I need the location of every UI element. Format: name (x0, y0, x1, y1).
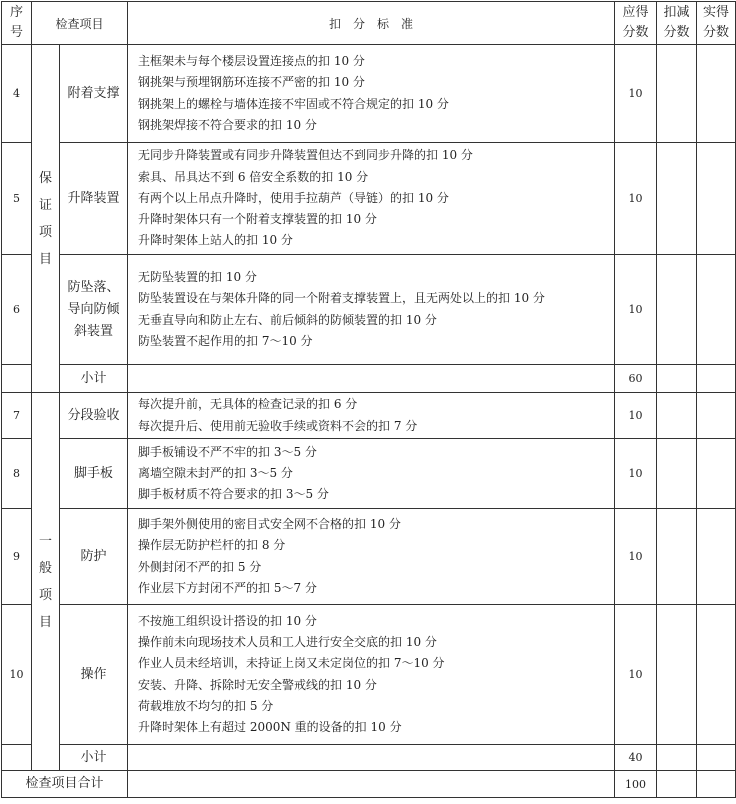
table-row (2, 45, 736, 143)
row-item: 脚手板 (60, 439, 128, 509)
total-label: 检查项目合计 (2, 771, 128, 798)
row-seq: 7 (2, 393, 32, 439)
row-item: 升降装置 (60, 143, 128, 255)
header-actual: 实得 分数 (697, 2, 736, 45)
row-item: 防护 (60, 509, 128, 605)
row-standard: 不按施工组织设计搭设的扣 10 分 操作前未向现场技术人员和工人进行安全交底的扣 10 分 作业人员未经培训，未持证上岗又未定岗位的扣 7～10 分 安装、升降、拆除时无安全警戒线的扣 10 分 荷载堆放不均匀的扣 5 分 升降时架体上有超过 2000N 重的设备的扣 10 分 (128, 605, 615, 745)
subtotal-row (2, 745, 736, 771)
row-seq (2, 745, 32, 771)
row-seq: 9 (2, 509, 32, 605)
header-standard: 扣 分 标 准 (128, 2, 615, 45)
row-deduct-score (657, 745, 697, 771)
subtotal-row (2, 365, 736, 393)
row-deduct-score (657, 255, 697, 365)
row-standard: 脚手架外侧使用的密目式安全网不合格的扣 10 分 操作层无防护栏杆的扣 8 分 外侧封闭不严的扣 5 分 作业层下方封闭不严的扣 5～7 分 (128, 509, 615, 605)
subtotal-score: 40 (615, 745, 657, 771)
row-actual-score (697, 143, 736, 255)
total-deduct-score (657, 771, 697, 798)
section-guarantee: 保 证 项 目 (32, 45, 60, 393)
header-due: 应得 分数 (615, 2, 657, 45)
row-actual-score (697, 605, 736, 745)
row-seq: 5 (2, 143, 32, 255)
row-seq: 8 (2, 439, 32, 509)
total-actual-score (697, 771, 736, 798)
header-item: 检查项目 (32, 2, 128, 45)
row-standard: 每次提升前，无具体的检查记录的扣 6 分 每次提升后、使用前无验收手续或资料不会的扣 7 分 (128, 393, 615, 439)
row-deduct-score (657, 365, 697, 393)
row-deduct-score (657, 45, 697, 143)
row-seq: 4 (2, 45, 32, 143)
row-actual-score (697, 365, 736, 393)
row-standard: 无同步升降装置或有同步升降装置但达不到同步升降的扣 10 分 索具、吊具达不到 6 倍安全系数的扣 10 分 有两个以上吊点升降时，使用手拉葫芦（导链）的扣 10 分 升降时架体只有一个附着支撑装置的扣 10 分 升降时架体上站人的扣 10 分 (128, 143, 615, 255)
table-row (2, 255, 736, 365)
row-actual-score (697, 393, 736, 439)
row-actual-score (697, 439, 736, 509)
row-actual-score (697, 509, 736, 605)
header-deduct: 扣减 分数 (657, 2, 697, 45)
subtotal-label: 小计 (60, 745, 128, 771)
row-deduct-score (657, 605, 697, 745)
row-due-score: 10 (615, 45, 657, 143)
row-deduct-score (657, 143, 697, 255)
row-seq: 10 (2, 605, 32, 745)
table-row (2, 393, 736, 439)
header-row (2, 2, 736, 45)
header-seq: 序 号 (2, 2, 32, 45)
table-row (2, 143, 736, 255)
row-actual-score (697, 45, 736, 143)
subtotal-score: 60 (615, 365, 657, 393)
row-standard: 无防坠装置的扣 10 分 防坠装置设在与架体升降的同一个附着支撑装置上，且无两处以上的扣 10 分 无垂直导向和防止左右、前后倾斜的防倾装置的扣 10 分 防坠装置不起作用的扣 7～10 分 (128, 255, 615, 365)
total-standard (128, 771, 615, 798)
row-actual-score (697, 745, 736, 771)
table-row (2, 509, 736, 605)
row-seq (2, 365, 32, 393)
row-due-score: 10 (615, 393, 657, 439)
total-row (2, 771, 736, 798)
row-due-score: 10 (615, 605, 657, 745)
row-standard: 主框架未与每个楼层设置连接点的扣 10 分 钢挑架与预埋钢筋环连接不严密的扣 10 分 钢挑架上的螺栓与墙体连接不牢固或不符合规定的扣 10 分 钢挑架焊接不符合要求的扣 10 分 (128, 45, 615, 143)
row-item: 防坠落、 导向防倾 斜装置 (60, 255, 128, 365)
total-score: 100 (615, 771, 657, 798)
row-seq: 6 (2, 255, 32, 365)
row-deduct-score (657, 509, 697, 605)
row-item: 操作 (60, 605, 128, 745)
row-standard (128, 745, 615, 771)
subtotal-label: 小计 (60, 365, 128, 393)
inspection-table (1, 1, 736, 798)
row-standard: 脚手板铺设不严不牢的扣 3～5 分 离墙空隙未封严的扣 3～5 分 脚手板材质不符合要求的扣 3～5 分 (128, 439, 615, 509)
table-row (2, 605, 736, 745)
row-item: 附着支撑 (60, 45, 128, 143)
row-due-score: 10 (615, 255, 657, 365)
row-standard (128, 365, 615, 393)
row-deduct-score (657, 439, 697, 509)
row-due-score: 10 (615, 509, 657, 605)
row-item: 分段验收 (60, 393, 128, 439)
table-row (2, 439, 736, 509)
row-actual-score (697, 255, 736, 365)
row-deduct-score (657, 393, 697, 439)
section-general: 一 般 项 目 (32, 393, 60, 771)
row-due-score: 10 (615, 143, 657, 255)
row-due-score: 10 (615, 439, 657, 509)
